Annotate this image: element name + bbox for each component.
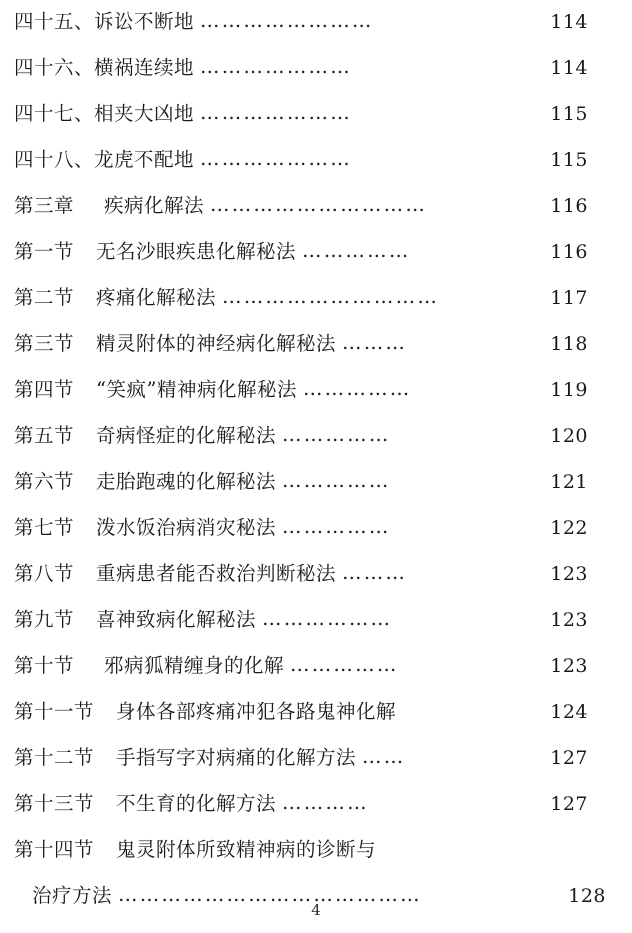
toc-entry-sublabel: 身体各部疼痛冲犯各路鬼神化解 <box>116 700 397 723</box>
toc-leader: ………………………… <box>210 195 428 215</box>
toc-page-number: 121 <box>550 471 588 493</box>
toc-entry-sublabel: 不生育的化解方法 <box>116 792 277 815</box>
toc-page-number: 123 <box>550 655 588 677</box>
toc-entry-label: 第三节 <box>14 332 75 355</box>
toc-leader: …………… <box>282 425 391 445</box>
toc-entry-section[interactable] <box>14 604 588 650</box>
toc-leader: ………………… <box>200 103 352 123</box>
toc-page-number: 123 <box>550 609 588 631</box>
toc-entry-label: 第九节 <box>14 608 75 631</box>
toc-leader: ……… <box>342 563 408 583</box>
toc-page-number: 114 <box>550 11 588 33</box>
toc-entry-label: 四十八、龙虎不配地 <box>14 148 195 171</box>
toc-entry-label: 第一节 <box>14 240 75 263</box>
toc-leader: ………………… <box>200 57 352 77</box>
toc-list <box>14 6 606 926</box>
toc-page-number: 123 <box>550 563 588 585</box>
toc-entry-label: 第十四节 <box>14 838 95 861</box>
toc-entry-sublabel: 走胎跑魂的化解秘法 <box>96 470 277 493</box>
toc-leader: …………… <box>282 471 391 491</box>
toc-entry-sublabel: 重病患者能否救治判断秘法 <box>96 562 337 585</box>
toc-page-number: 119 <box>550 379 588 401</box>
toc-leader: ………………… <box>200 149 352 169</box>
toc-entry-label: 四十六、横祸连续地 <box>14 56 195 79</box>
toc-entry-section[interactable] <box>14 466 588 512</box>
toc-entry-section[interactable] <box>14 834 588 880</box>
toc-entry-label: 第十节 <box>14 654 75 677</box>
toc-page-number: 117 <box>550 287 588 309</box>
toc-entry-label: 四十七、相夹大凶地 <box>14 102 195 125</box>
toc-entry-sublabel: 精灵附体的神经病化解秘法 <box>96 332 337 355</box>
toc-page-number: 122 <box>550 517 588 539</box>
toc-entry-section[interactable] <box>14 788 588 834</box>
toc-entry[interactable] <box>14 98 588 144</box>
toc-entry-label: 第十三节 <box>14 792 95 815</box>
toc-page-number: 114 <box>550 57 588 79</box>
toc-page-number: 116 <box>550 241 588 263</box>
toc-entry-section[interactable] <box>14 282 588 328</box>
toc-page-number: 115 <box>550 103 588 125</box>
toc-entry-section[interactable] <box>14 558 588 604</box>
page-folio: 4 <box>311 901 321 919</box>
toc-entry[interactable] <box>14 144 588 190</box>
toc-entry-section[interactable] <box>14 420 588 466</box>
toc-entry-sublabel: 无名沙眼疾患化解秘法 <box>96 240 297 263</box>
toc-entry-sublabel: 疼痛化解秘法 <box>96 286 217 309</box>
toc-entry-sublabel: 奇病怪症的化解秘法 <box>96 424 277 447</box>
toc-leader: …………… <box>302 379 412 399</box>
toc-page-number: 120 <box>550 425 588 447</box>
toc-entry-sublabel: 手指写字对病痛的化解方法 <box>116 746 357 769</box>
toc-page-number: 127 <box>550 793 588 815</box>
toc-entry-label: 第四节 <box>14 378 75 401</box>
toc-entry-sublabel: 疾病化解法 <box>104 194 205 217</box>
toc-page-number: 116 <box>550 195 588 217</box>
toc-leader: …………… <box>282 517 391 537</box>
toc-entry-section[interactable] <box>14 236 588 282</box>
toc-page-number: 118 <box>550 333 588 355</box>
toc-entry-section[interactable] <box>14 328 588 374</box>
toc-entry-chapter[interactable] <box>14 190 588 236</box>
toc-page-number: 128 <box>568 885 606 907</box>
toc-entry-section[interactable] <box>14 696 588 742</box>
toc-leader: ………………………… <box>222 287 440 307</box>
toc-entry-label: 第十二节 <box>14 746 95 769</box>
toc-leader: ……… <box>342 333 408 353</box>
toc-entry-section[interactable] <box>14 742 588 788</box>
toc-entry-label: 第二节 <box>14 286 75 309</box>
toc-entry-label: 第七节 <box>14 516 75 539</box>
toc-page-number: 124 <box>550 701 588 723</box>
toc-entry[interactable] <box>14 52 588 98</box>
toc-leader: …… <box>362 747 406 767</box>
toc-leader: …………………………………… <box>118 885 422 905</box>
toc-entry-section[interactable] <box>14 512 588 558</box>
toc-entry-label: 第五节 <box>14 424 75 447</box>
toc-entry-label: 第八节 <box>14 562 75 585</box>
toc-entry-sublabel: 喜神致病化解秘法 <box>96 608 257 631</box>
toc-entry-label: 第六节 <box>14 470 75 493</box>
toc-leader: …………… <box>290 655 399 675</box>
toc-entry-sublabel: “笑疯”精神病化解秘法 <box>96 378 297 401</box>
toc-entry[interactable] <box>14 6 588 52</box>
toc-entry-label: 第十一节 <box>14 700 95 723</box>
toc-entry-section[interactable] <box>14 374 588 420</box>
toc-leader: …………………… <box>200 11 374 31</box>
toc-entry-label: 第三章 <box>14 194 75 217</box>
toc-entry-sublabel: 泼水饭治病消灾秘法 <box>96 516 277 539</box>
toc-page-number: 127 <box>550 747 588 769</box>
toc-entry-label: 四十五、诉讼不断地 <box>14 10 195 33</box>
toc-leader: ……………… <box>262 609 393 629</box>
toc-page-number: 115 <box>550 149 588 171</box>
toc-entry-sublabel: 鬼灵附体所致精神病的诊断与 <box>116 838 377 861</box>
toc-leader: ………… <box>282 793 369 813</box>
toc-entry-section[interactable] <box>14 650 588 696</box>
toc-entry-sublabel: 邪病狐精缠身的化解 <box>104 654 285 677</box>
toc-leader: …………… <box>302 241 411 261</box>
toc-entry-label: 治疗方法 <box>32 884 113 907</box>
